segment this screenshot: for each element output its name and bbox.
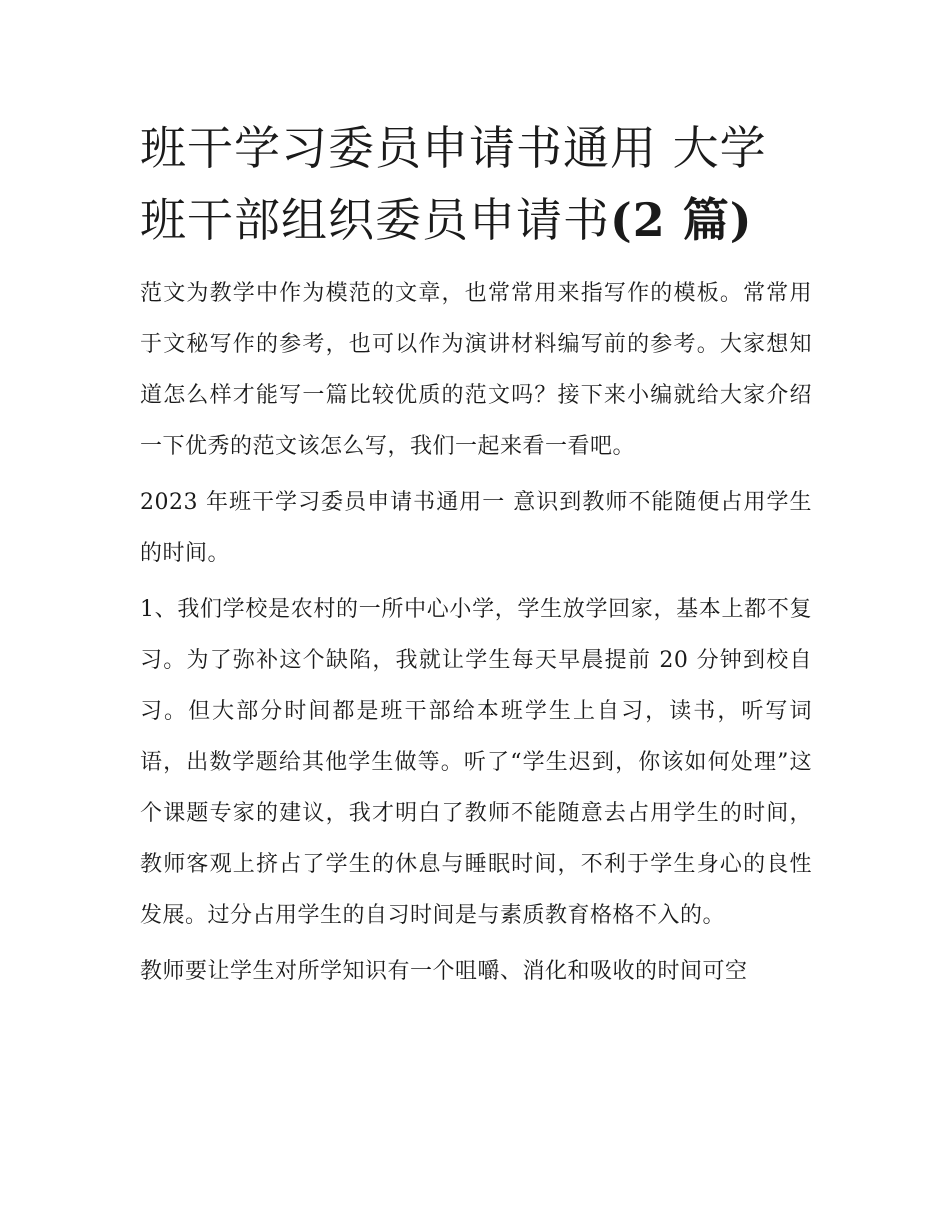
body-paragraph-1: 1、我们学校是农村的一所中心小学，学生放学回家，基本上都不复习。为了弥补这个缺陷，我就让学生每天早晨提前 20 分钟到校自习。但大部分时间都是班干部给本班学生上自习，读书，听写词语，出数学题给其他学生做等。听了“学生迟到，你该如何处理”这个课题专家的建议，我才明白了教师不能随意去占用学生的时间，教师客观上挤占了学生的休息与睡眠时间，不利于学生身心的良性发展。过分占用学生的自习时间是与素质教育格格不入的。 [140,597,812,928]
title-main: 班干学习委员申请书通用 大学班干部组织委员申请书 [140,121,767,247]
body-paragraph-2: 教师要让学生对所学知识有一个咀嚼、消化和吸收的时间可空 [140,959,748,984]
document-title [140,112,812,256]
title-suffix: (2 篇) [610,193,753,247]
document-page [140,112,812,1002]
section-heading-paragraph: 2023 年班干学习委员申请书通用一 意识到教师不能随便占用学生的时间。 [140,490,812,566]
intro-paragraph: 范文为教学中作为模范的文章，也常常用来指写作的模板。常常用于文秘写作的参考，也可以作为演讲材料编写前的参考。大家想知道怎么样才能写一篇比较优质的范文吗？接下来小编就给大家介绍一下优秀的范文该怎么写，我们一起来看一看吧。 [140,281,812,459]
